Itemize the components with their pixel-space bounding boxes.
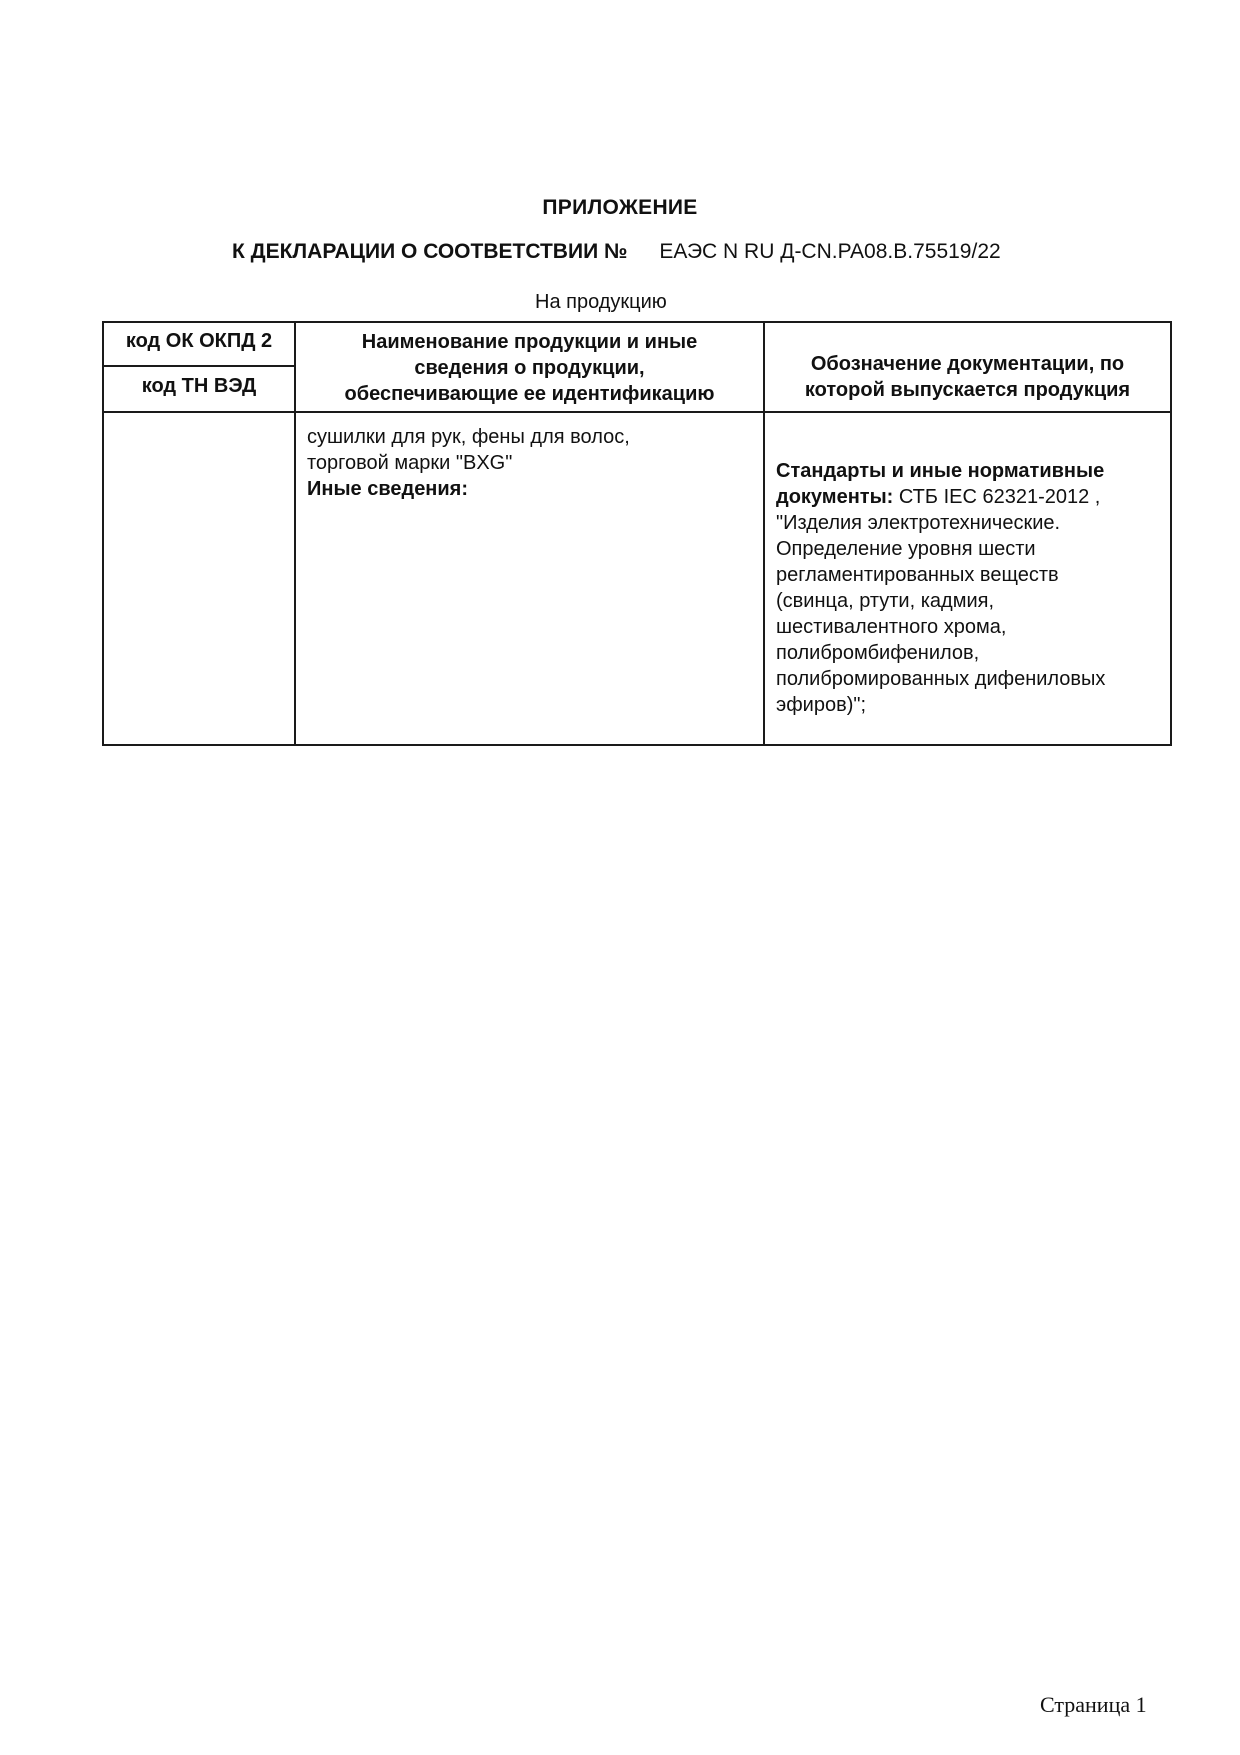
header-product-name: [298, 329, 761, 407]
product-caption: На продукцию: [535, 291, 667, 313]
header-documentation-line: Обозначение документации, по: [810, 353, 1125, 375]
declaration-line: [232, 240, 1112, 264]
standards-line: шестивалентного хрома,: [776, 616, 1007, 638]
standards-line: регламентированных веществ: [776, 564, 1059, 586]
page-number: Страница 1: [1040, 1692, 1147, 1717]
product-line: сушилки для рук, фены для волос,: [307, 426, 630, 448]
standards-line: полибромированных дифениловых: [776, 668, 1106, 690]
page-title: ПРИЛОЖЕНИЕ: [542, 196, 698, 219]
header-documentation: [767, 351, 1168, 403]
standards-cell: [776, 458, 1168, 718]
header-code-tnved: код ТН ВЭД: [141, 375, 257, 397]
standards-line: эфиров)";: [776, 694, 867, 716]
header-code-okpd: код ОК ОКПД 2: [125, 330, 273, 352]
standards-label: Стандарты и иные нормативные: [776, 460, 1105, 482]
header-product-name-line: сведения о продукции,: [414, 357, 645, 379]
table-divider-col2: [763, 321, 765, 746]
header-product-name-line: обеспечивающие ее идентификацию: [344, 383, 715, 405]
standards-line: "Изделия электротехнические.: [776, 512, 1061, 534]
standard-ref: СТБ IEC 62321-2012 ,: [898, 486, 1101, 508]
standards-label: документы:: [776, 486, 894, 508]
table-divider-code: [102, 365, 296, 367]
standards-line: полибромбифенилов,: [776, 642, 980, 664]
declaration-prefix: К ДЕКЛАРАЦИИ О СООТВЕТСТВИИ №: [232, 240, 628, 263]
table-border-bottom: [102, 744, 1172, 746]
other-info-label: Иные сведения:: [307, 478, 469, 500]
standards-line: [776, 484, 1168, 510]
table-border-header-bottom: [102, 411, 1172, 413]
header-product-name-line: Наименование продукции и иные: [361, 331, 698, 353]
product-description: [307, 424, 757, 502]
header-documentation-line: которой выпускается продукция: [804, 379, 1131, 401]
standards-line: Определение уровня шести: [776, 538, 1036, 560]
standards-line: (свинца, ртути, кадмия,: [776, 590, 994, 612]
table-border-right: [1170, 321, 1172, 746]
product-line: торговой марки "BXG": [307, 452, 513, 474]
declaration-number: ЕАЭС N RU Д-CN.PA08.B.75519/22: [659, 240, 1001, 263]
table-border-top: [102, 321, 1172, 323]
table-divider-col1: [294, 321, 296, 746]
